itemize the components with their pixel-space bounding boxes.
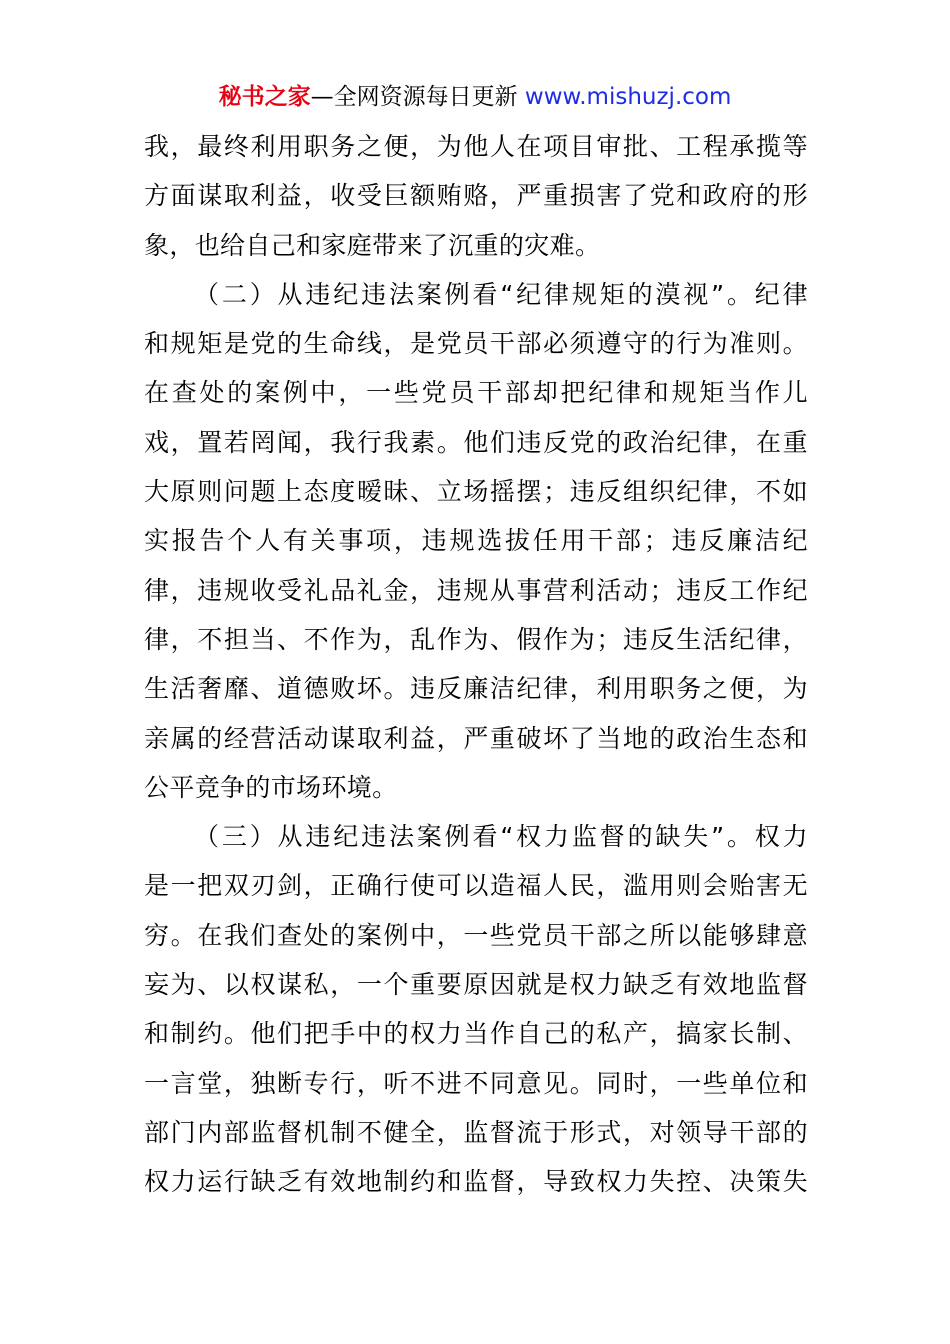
text-line: 和规矩是党的生命线，是党员干部必须遵守的行为准则。 xyxy=(144,329,808,359)
section-heading-line: （二）从违纪违法案例看“纪律规矩的漠视”。纪律 xyxy=(194,279,808,309)
text-line: 我，最终利用职务之便，为他人在项目审批、工程承揽等 xyxy=(144,132,808,161)
text-line: 实报告个人有关事项，违规选拔任用干部；违反廉洁纪 xyxy=(144,526,808,556)
section-heading-line: （三）从违纪违法案例看“权力监督的缺失”。权力 xyxy=(194,822,808,852)
text-line: 亲属的经营活动谋取利益，严重破坏了当地的政治生态和 xyxy=(144,723,808,753)
text-line: 权力运行缺乏有效地制约和监督，导致权力失控、决策失 xyxy=(144,1167,808,1197)
text-line: 穷。在我们查处的案例中，一些党员干部之所以能够肆意 xyxy=(144,920,808,950)
text-line: 是一把双刃剑，正确行使可以造福人民，滥用则会贻害无 xyxy=(144,871,808,901)
text-line: 和制约。他们把手中的权力当作自己的私产，搞家长制、 xyxy=(144,1019,808,1049)
text-line: 公平竞争的市场环境。 xyxy=(144,772,398,802)
text-line: 方面谋取利益，收受巨额贿赂，严重损害了党和政府的形 xyxy=(144,181,808,211)
text-line: 律，不担当、不作为，乱作为、假作为；违反生活纪律， xyxy=(144,624,808,654)
text-line: 生活奢靡、道德败坏。违反廉洁纪律，利用职务之便，为 xyxy=(144,674,808,704)
brand-name: 秘书之家 xyxy=(218,84,311,110)
page-header xyxy=(0,80,950,114)
header-tagline: —全网资源每日更新 xyxy=(310,84,525,110)
text-line: 大原则问题上态度暧昧、立场摇摆；违反组织纪律，不如 xyxy=(144,477,808,507)
text-line: 象，也给自己和家庭带来了沉重的灾难。 xyxy=(144,230,601,260)
document-body xyxy=(144,122,808,1207)
text-line: 部门内部监督机制不健全，监督流于形式，对领导干部的 xyxy=(144,1117,808,1147)
text-line: 律，违规收受礼品礼金，违规从事营利活动；违反工作纪 xyxy=(144,575,808,605)
text-line: 在查处的案例中，一些党员干部却把纪律和规矩当作儿 xyxy=(144,378,808,408)
site-url-link[interactable]: www.mishuzj.com xyxy=(524,84,732,110)
text-line: 一言堂，独断专行，听不进不同意见。同时，一些单位和 xyxy=(144,1068,808,1098)
text-line: 戏，置若罔闻，我行我素。他们违反党的政治纪律，在重 xyxy=(144,427,808,457)
text-line: 妄为、以权谋私，一个重要原因就是权力缺乏有效地监督 xyxy=(144,970,808,1000)
